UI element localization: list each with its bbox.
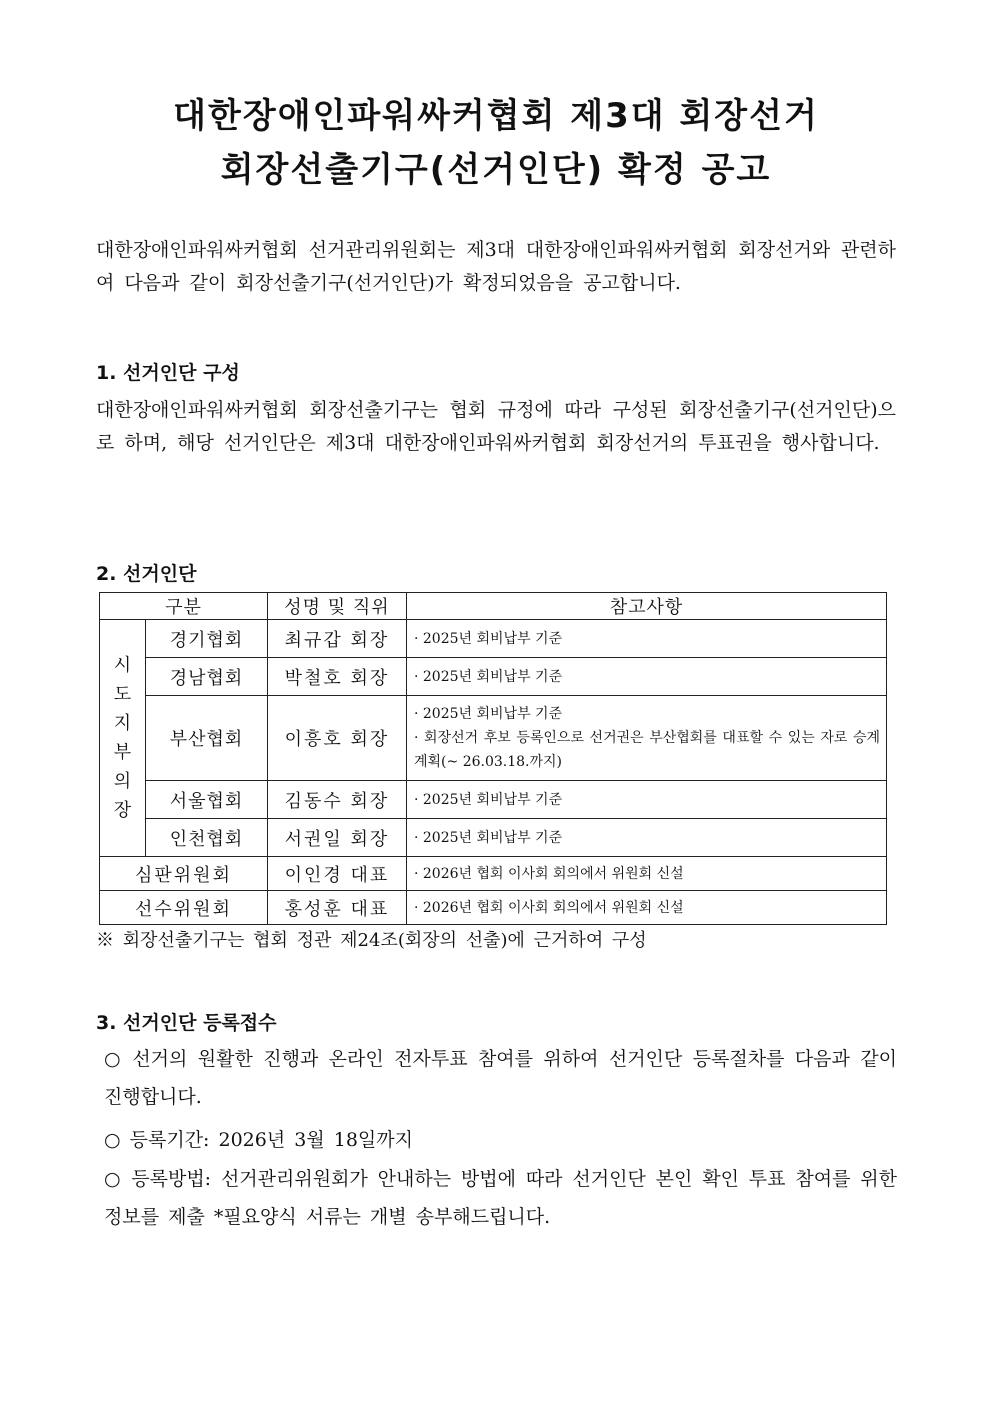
bullet-item (104, 1040, 897, 1116)
table-row (100, 658, 887, 696)
table-row (100, 781, 887, 819)
note-cell (407, 819, 887, 857)
header-notes: 참고사항 (407, 593, 887, 620)
note-cell (407, 658, 887, 696)
bullet-circle-icon: ○ (104, 1129, 121, 1151)
note-cell (407, 891, 887, 925)
table-row (100, 891, 887, 925)
org-cell: 인천협회 (146, 819, 268, 857)
note-cell (407, 857, 887, 891)
org-cell: 경기협회 (146, 620, 268, 658)
person-cell: 서권일 회장 (268, 819, 407, 857)
note-cell (407, 781, 887, 819)
table-row (100, 857, 887, 891)
document-title-line2: 회장선출기구(선거인단) 확정 공고 (220, 150, 772, 190)
person-cell: 박철호 회장 (268, 658, 407, 696)
note-line: · 2025년 회비납부 기준 (414, 668, 563, 685)
note-cell (407, 696, 887, 781)
person-cell: 홍성훈 대표 (268, 891, 407, 925)
note-cell (407, 620, 887, 658)
note-line: · 2025년 회비납부 기준 (414, 630, 563, 647)
note-line: · 2025년 회비납부 기준 (414, 791, 563, 808)
group-label: 시 도 지 부 의 장 (113, 655, 132, 821)
table-row (100, 819, 887, 857)
table-row (100, 620, 887, 658)
person-cell: 이인경 대표 (268, 857, 407, 891)
section3-heading: 3. 선거인단 등록접수 (96, 1012, 277, 1034)
bullet-item (104, 1160, 897, 1236)
note-line: · 2025년 회비납부 기준 (414, 829, 563, 846)
header-name-position: 성명 및 직위 (268, 593, 407, 620)
electorate-table (99, 592, 887, 925)
note-line: · 2025년 회비납부 기준 (414, 706, 563, 722)
person-cell: 최규갑 회장 (268, 620, 407, 658)
note-line: · 회장선거 후보 등록인으로 선거권은 부산협회를 대표할 수 있는 자로 승계 계획(~ 26.03.18.까지) (414, 730, 880, 770)
table-row (100, 696, 887, 781)
intro-paragraph: 대한장애인파워싸커협회 선거관리위원회는 제3대 대한장애인파워싸커협회 회장선거와 관련하여 다음과 같이 회장선출기구(선거인단)가 확정되었음을 공고합니다. (96, 239, 896, 294)
bullet-circle-icon: ○ (104, 1048, 122, 1070)
org-cell: 선수위원회 (100, 891, 268, 925)
org-cell: 부산협회 (146, 696, 268, 781)
org-cell: 경남협회 (146, 658, 268, 696)
bullet-item (104, 1121, 897, 1159)
table-header-row (100, 593, 887, 620)
note-line: · 2026년 협회 이사회 회의에서 위원회 신설 (414, 865, 684, 882)
bullet-text: 선거의 원활한 진행과 온라인 전자투표 참여를 위하여 선거인단 등록절차를 다음과 같이 진행합니다. (104, 1048, 897, 1108)
person-cell: 김동수 회장 (268, 781, 407, 819)
bullet-circle-icon: ○ (104, 1168, 122, 1190)
note-line: · 2026년 협회 이사회 회의에서 위원회 신설 (414, 899, 684, 916)
header-category: 구분 (100, 593, 268, 620)
group-label-cell (100, 620, 146, 857)
table-footnote: ※ 회장선출기구는 협회 정관 제24조(회장의 선출)에 근거하여 구성 (96, 930, 647, 951)
document-title-line1: 대한장애인파워싸커협회 제3대 회장선거 (173, 96, 819, 136)
section1-heading: 1. 선거인단 구성 (96, 362, 240, 384)
org-cell: 서울협회 (146, 781, 268, 819)
section2-heading: 2. 선거인단 (96, 563, 197, 585)
person-cell: 이흥호 회장 (268, 696, 407, 781)
bullet-text: 등록방법: 선거관리위원회가 안내하는 방법에 따라 선거인단 본인 확인 투표 참여를 위한 정보를 제출 *필요양식 서류는 개별 송부해드립니다. (104, 1168, 897, 1228)
org-cell: 심판위원회 (100, 857, 268, 891)
section1-body: 대한장애인파워싸커협회 회장선출기구는 협회 규정에 따라 구성된 회장선출기구(선거인단)으로 하며, 해당 선거인단은 제3대 대한장애인파워싸커협회 회장선거의 투표권을 행사합니다. (96, 399, 896, 454)
bullet-text: 등록기간: 2026년 3월 18일까지 (129, 1129, 413, 1151)
